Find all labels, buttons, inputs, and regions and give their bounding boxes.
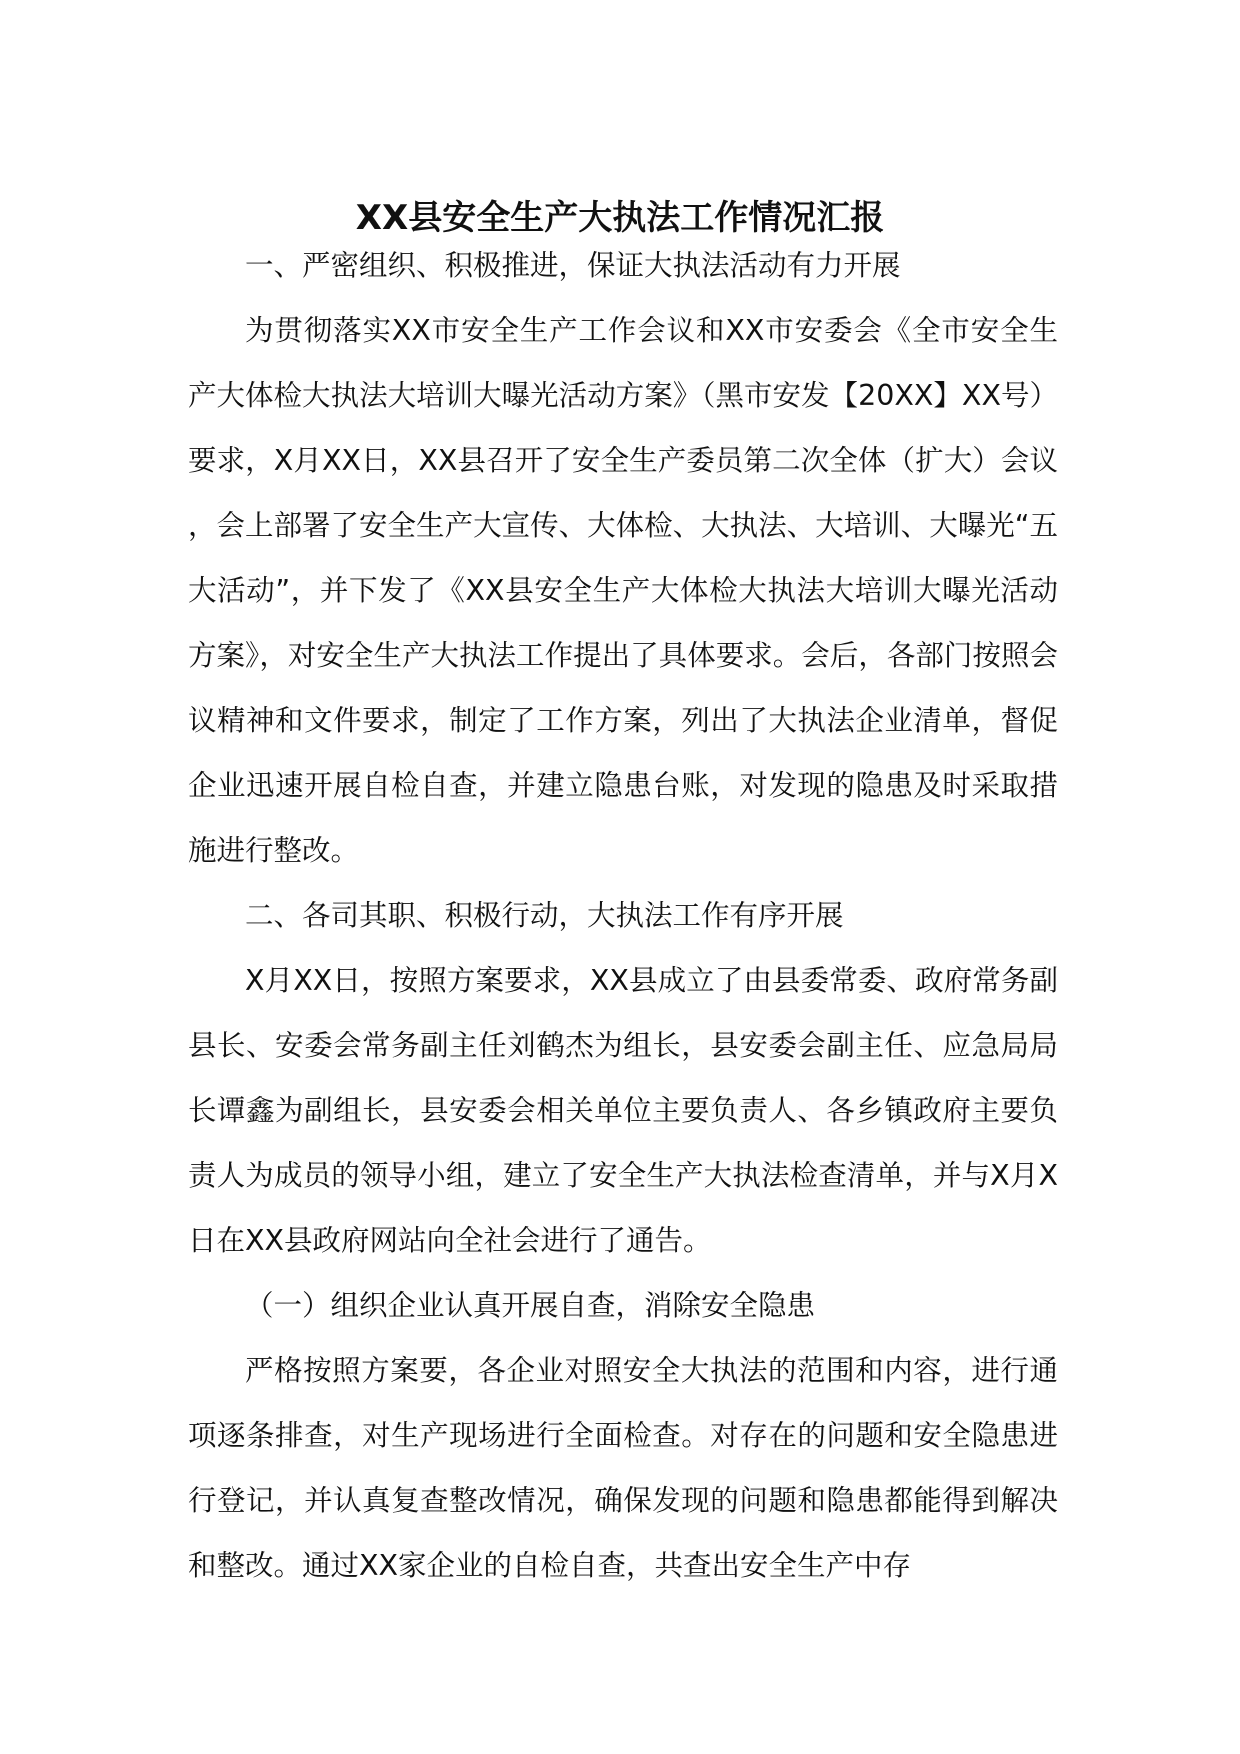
document-body (188, 233, 1058, 1598)
section-heading-1: 一、严密组织、积极推进，保证大执法活动有力开展 (245, 249, 901, 282)
section-heading-2: 二、各司其职、积极行动，大执法工作有序开展 (245, 899, 844, 932)
subsection-heading-1: （一）组织企业认真开展自查，消除安全隐患 (245, 1289, 816, 1322)
body-paragraph-3: 严格按照方案要，各企业对照安全大执法的范围和内容，进行通项逐条排查，对生产现场进行全面检查。对存在的问题和安全隐患进行登记，并认真复查整改情况，确保发现的问题和隐患都能得到解决和整改。通过XX家企业的自检自查，共查出安全生产中存 (188, 1354, 1058, 1582)
document-title: XX县安全生产大执法工作情况汇报 (355, 197, 885, 238)
body-paragraph-1: 为贯彻落实XX市安全生产工作会议和XX市安委会《全市安全生产大体检大执法大培训大曝光活动方案》（黑市安发【20XX】XX号）要求，X月XX日，XX县召开了安全生产委员第二次全体（扩大）会议，会上部署了安全生产大宣传、大体检、大执法、大培训、大曝光“五大活动”，并下发了《XX县安全生产大体检大执法大培训大曝光活动方案》，对安全生产大执法工作提出了具体要求。会后，各部门按照会议精神和文件要求，制定了工作方案，列出了大执法企业清单，督促企业迅速开展自检自查，并建立隐患台账，对发现的隐患及时采取措施进行整改。 (188, 314, 1058, 867)
body-paragraph-2: X月XX日，按照方案要求，XX县成立了由县委常委、政府常务副县长、安委会常务副主任刘鹤杰为组长，县安委会副主任、应急局局长谭鑫为副组长，县安委会相关单位主要负责人、各乡镇政府主要负责人为成员的领导小组，建立了安全生产大执法检查清单，并与X月X日在XX县政府网站向全社会进行了通告。 (188, 964, 1058, 1257)
